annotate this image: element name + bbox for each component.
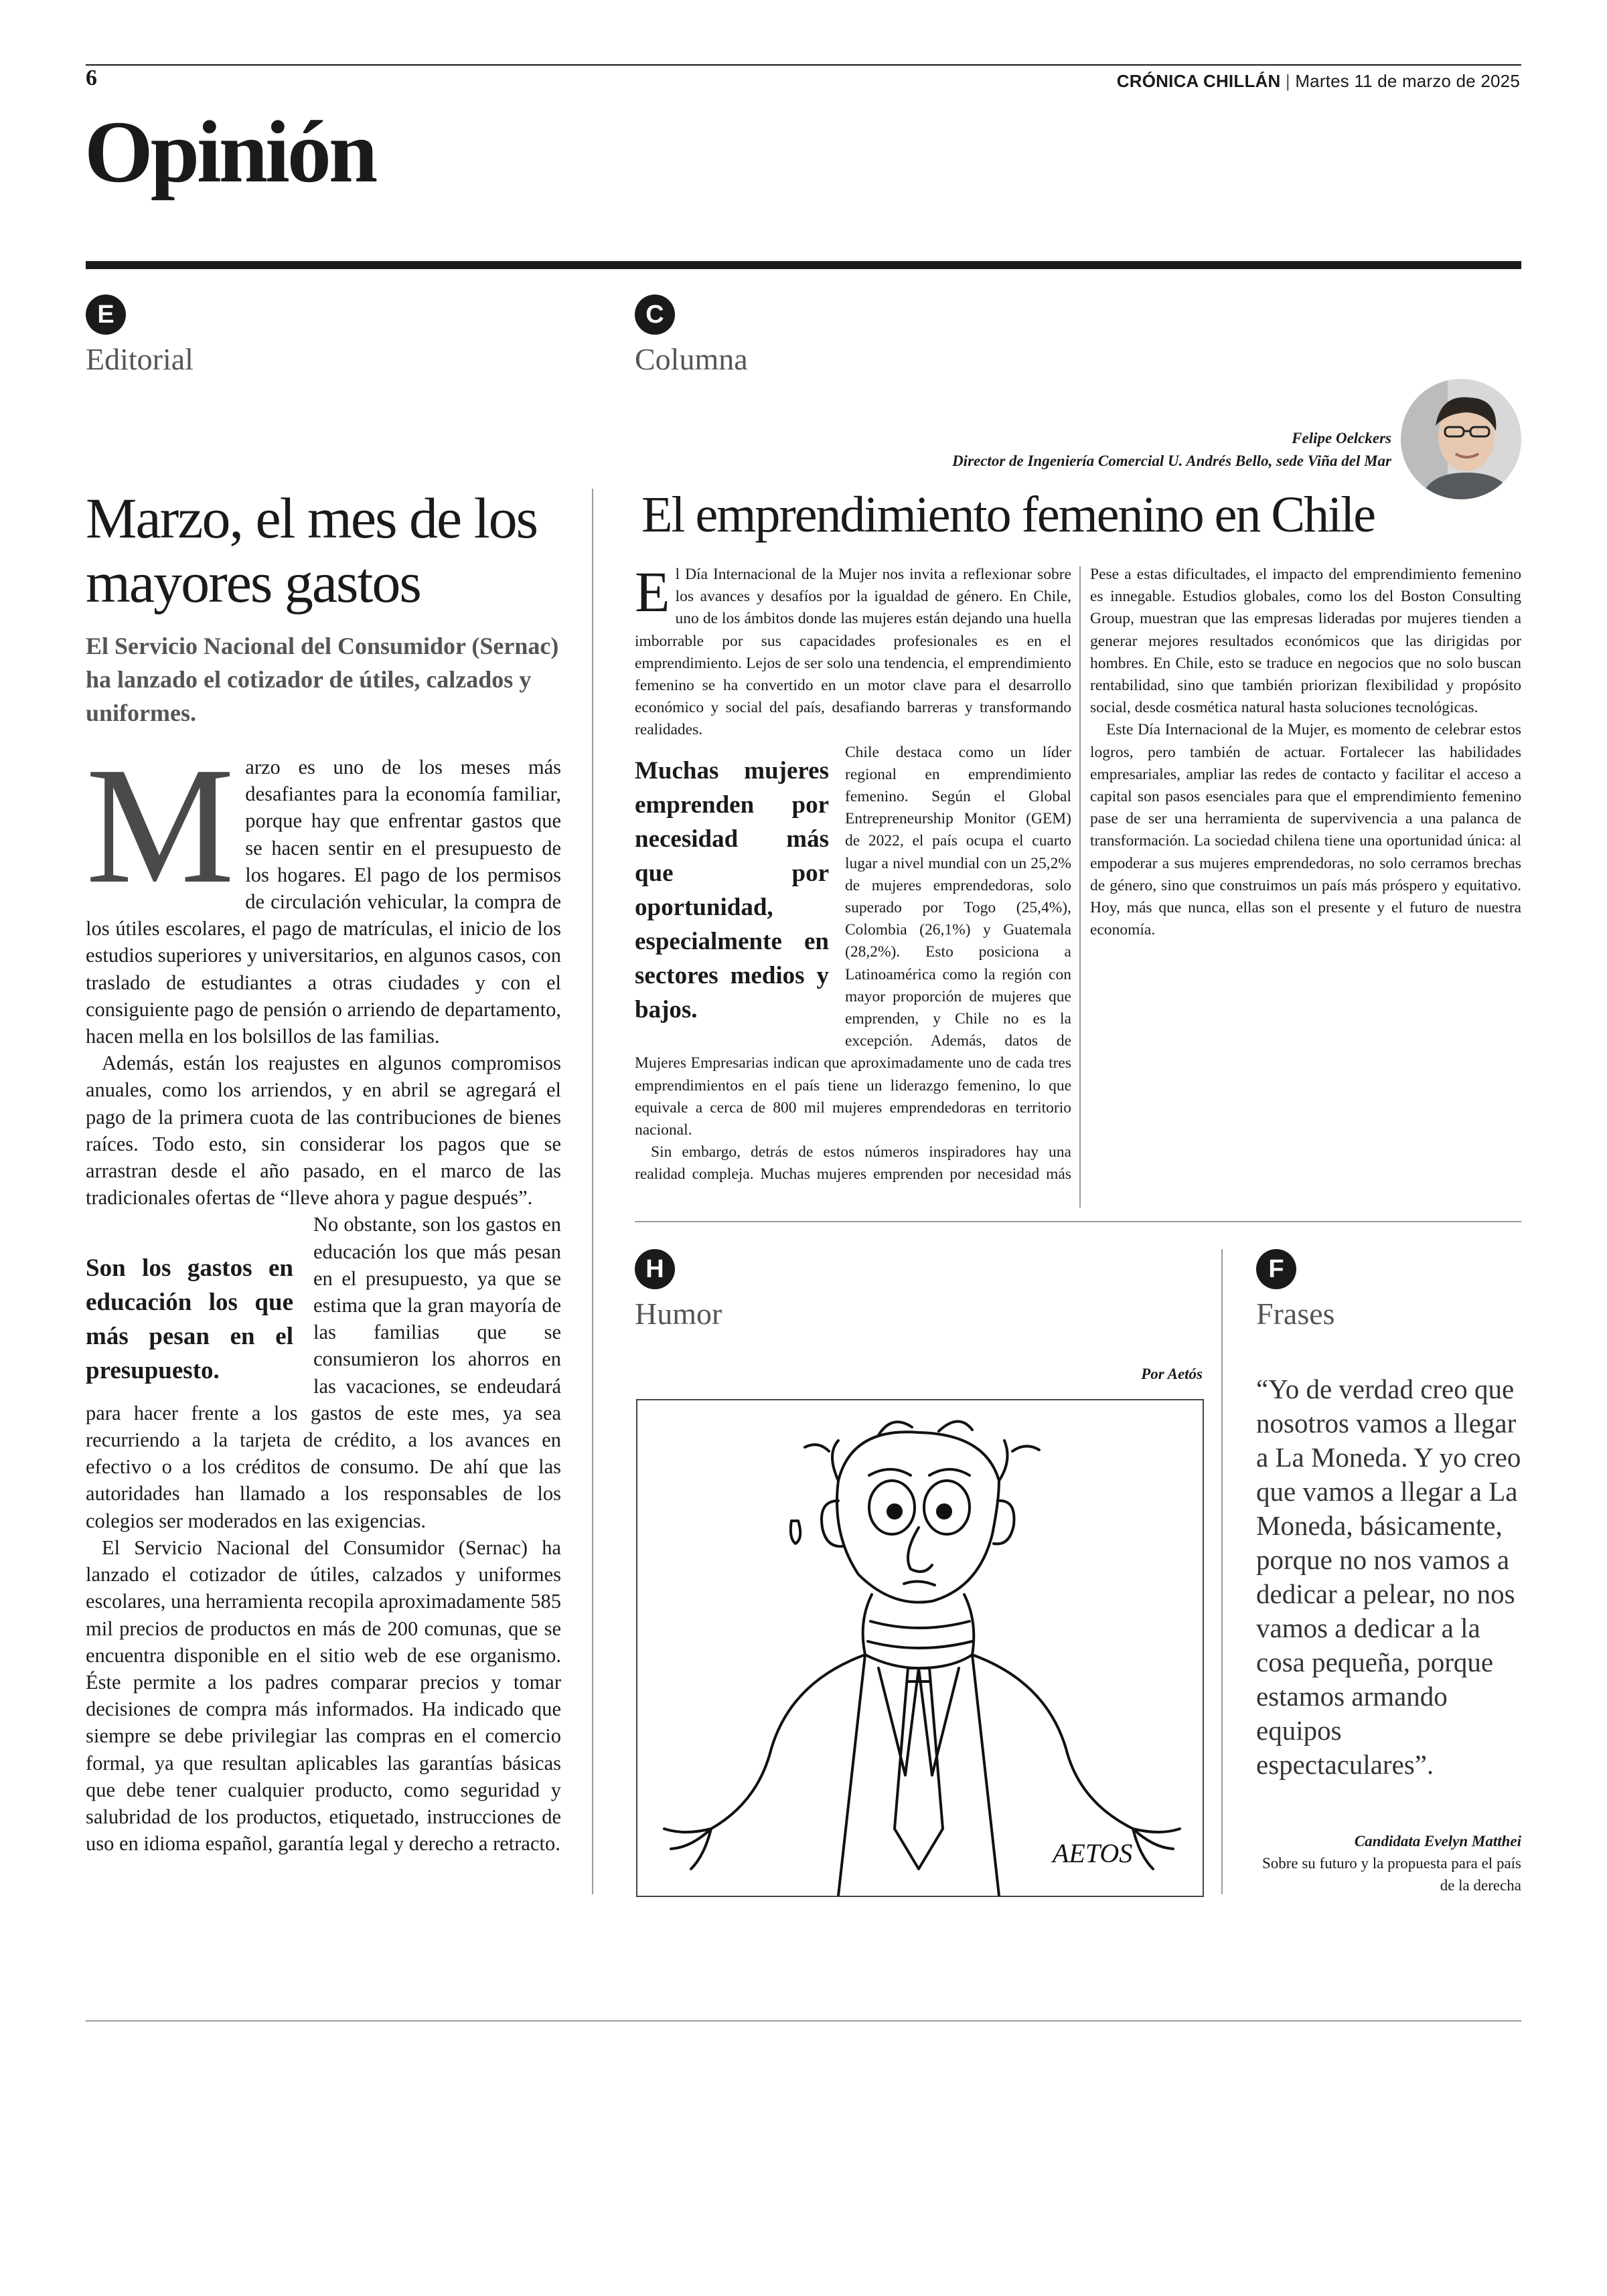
editorial-column-divider xyxy=(592,489,593,1894)
page-number: 6 xyxy=(86,66,97,90)
newspaper-name: CRÓNICA CHILLÁN xyxy=(1116,71,1281,91)
column-paragraph-5: Este Día Internacional de la Mujer, es momento de celebrar estos logros, pero también de actuar. Fortalecer las habilidades empresariales, ampliar las redes de contacto y facilitar el acceso a capital son pasos esenciales para que el emprendimiento femenino pase de ser una herramienta de supervivencia a una palanca de transformación. La sociedad chilena tiene una oportunidad única: al empoderar a sus mujeres emprendedoras, no solo cerramos brechas de género, sino que construimos un país más próspero y equitativo. Hoy, más que nunca, ellas son el presente y el futuro de nuestra economía. xyxy=(1090,721,1521,939)
column-inner-divider xyxy=(1079,566,1081,1208)
editorial-badge: E xyxy=(86,295,126,335)
editorial-paragraph-4: El Servicio Nacional del Consumidor (Sernac) ha lanzado el cotizador de útiles, calzados y uniformes escolares, una herramienta recopila aproximadamente 585 mil precios de productos en más de 200 comunas, que se encuentra disponible en el sitio web de ese organismo. Éste permite a los padres comparar precios y tomar decisiones de compra más informados. Ha indicado que siempre se debe privilegiar las compras en el comercio formal, ya que resultan aplicables las garantías básicas que debe tener cualquier producto, como seguridad y salubridad de los productos, etiquetado, instrucciones de uso en idioma español, garantía legal y derecho a retracto. xyxy=(86,1536,561,1856)
cartoon-signature: AETOS xyxy=(1053,1838,1133,1868)
issue-date: Martes 11 de marzo de 2025 xyxy=(1295,71,1520,91)
frases-attribution-context: Sobre su futuro y la propuesta para el país de la derecha xyxy=(1261,1855,1521,1894)
column-paragraph-1: l Día Internacional de la Mujer nos invita a reflexionar sobre los avances y desafíos por la igualdad de género. En Chile, uno de los ámbitos donde las mujeres están dejando una huella imborrable por sus capacidades profesionales es en el emprendimiento. Lejos de ser solo una tendencia, el emprendimiento femenino se ha convertido en un motor clave para el desarrollo económico y social del país, desafiando barreras y transformando realidades. xyxy=(635,566,1071,739)
column-label: Columna xyxy=(635,342,748,376)
editorial-pull-quote-box xyxy=(86,1251,293,1388)
column-paragraph-4: Pese a estas dificultades, el impacto del emprendimiento femenino es innegable. Estudios globales, como los del Boston Consulting Group, muestran que las empresas lideradas por mujeres tienden a generar mejores resultados económicos que las dirigidas por hombres. En Chile, esto se traduce en negocios que no solo buscan rentabilidad, sino que también priorizan flexibilidad y propósito social, desde cosmética natural hasta soluciones tecnológicas. xyxy=(1090,566,1521,717)
frases-label: Frases xyxy=(1256,1297,1335,1331)
editorial-paragraph-3: No obstante, son los gastos en educación los que más pesan en el presupuesto, ya que se estima que la gran mayoría de las familias que se consumieron los ahorros en las vacaciones, se endeudará para hacer frente a los gastos de este mes, ya sea recurriendo a la tarjeta de crédito, a los avances en efectivo o a los créditos de consumo. De ahí que las autoridades han llamado a los responsables de los colegios ser moderados en las exigencias. xyxy=(86,1213,561,1532)
cartoon-illustration xyxy=(637,1400,1203,1896)
editorial-body xyxy=(86,733,561,1857)
column-pull-quote-box xyxy=(635,754,829,1027)
author-photo xyxy=(1401,379,1521,499)
humor-credit: Por Aetós xyxy=(1141,1366,1203,1382)
frases-quote: “Yo de verdad creo que nosotros vamos a llegar a La Moneda. Y yo creo que vamos a llegar a La Moneda, básicamente, porque no nos vamos a dedicar a pelear, no nos vamos a dedicar a la cosa pequeña, porque estamos armando equipos espectaculares”. xyxy=(1256,1374,1521,1780)
editorial-headline: Marzo, el mes de los mayores gastos xyxy=(86,486,538,614)
editorial-pull-quote: Son los gastos en educación los que más pesan en el presupuesto. xyxy=(86,1254,293,1385)
section-title: Opinión xyxy=(84,102,376,201)
column-pull-quote: Muchas mujeres emprenden por necesidad más que por oportunidad, especialmente en sectores medios y bajos. xyxy=(635,756,829,1023)
column-body-left xyxy=(635,560,1071,1185)
column-badge: C xyxy=(635,295,675,335)
editorial-dropcap: M xyxy=(86,733,235,918)
top-rule xyxy=(86,64,1521,66)
column-byline xyxy=(789,427,1391,473)
column-dropcap: E xyxy=(635,560,670,624)
frases-badge: F xyxy=(1256,1249,1296,1289)
column-headline: El emprendimiento femenino en Chile xyxy=(641,487,1375,543)
cartoon xyxy=(636,1399,1204,1897)
column-paragraph-2: Chile destaca como un líder regional en emprendimiento femenino. Según el Global Entrepreneurship Monitor (GEM) de 2022, el país ocupa el cuarto lugar a nivel mundial con un 25,2% de mujeres emprendedoras, solo superado por Togo (25,4%), Colombia (26,1%) y Guatemala (28,2%). Esto posiciona a Latinoamérica como la región con mayor proporción de mujeres que emprenden, y Chile no es la excepción. Además, datos de Mujeres Empresarias indican que aproximadamente uno de cada tres emprendimientos en el país tiene un liderazgo femenino, lo que equivale a cerca de 800 mil mujeres emprendedoras en territorio nacional. xyxy=(635,743,1071,1139)
column-author: Felipe Oelckers xyxy=(1292,430,1391,446)
column-author-role: Director de Ingeniería Comercial U. Andrés Bello, sede Viña del Mar xyxy=(952,453,1391,469)
humor-label: Humor xyxy=(635,1297,722,1331)
editorial-paragraph-2: Además, están los reajustes en algunos compromisos anuales, como los arriendos, y en abril se agregará el pago de la primera cuota de las contribuciones de bienes raíces. Todo esto, sin considerar los pagos que se arrastran desde el año pasado, en el marco de las tradicionales ofertas de “lleve ahora y pague después”. xyxy=(86,1052,561,1210)
editorial-label: Editorial xyxy=(86,342,194,376)
page-bottom-rule xyxy=(86,2020,1521,2022)
humor-badge: H xyxy=(635,1249,675,1289)
column-body-right xyxy=(1090,564,1521,941)
humor-frases-divider xyxy=(1221,1249,1223,1894)
editorial-paragraph-1: arzo es uno de los meses más desafiantes para la economía familiar, porque hay que enfrentar gastos que se hacen sentir en el presupuesto de los hogares. El pago de los permisos de circulación vehicular, la compra de los útiles escolares, el pago de matrículas, el inicio de los estudios superiores y universitarios, en algunos casos, con traslado de estudiantes a otras ciudades y con el consiguiente pago de pensión o arriendo de departamento, hacen mella en los bolsillos de las familias. xyxy=(86,756,561,1048)
frases-attribution-name: Candidata Evelyn Matthei xyxy=(1354,1833,1521,1850)
column-paragraph-3: Sin embargo, detrás de estos números inspiradores hay una realidad compleja. Muchas mujeres emprenden por necesidad más xyxy=(635,1143,1071,1183)
frases-attribution xyxy=(1256,1830,1521,1896)
editorial-deck: El Servicio Nacional del Consumidor (Sernac) ha lanzado el cotizador de útiles, calzados y uniformes. xyxy=(86,633,559,726)
masthead: CRÓNICA CHILLÁN | Martes 11 de marzo de 2025 xyxy=(1116,71,1520,91)
section-rule xyxy=(86,261,1521,269)
column-bottom-rule xyxy=(635,1221,1521,1222)
